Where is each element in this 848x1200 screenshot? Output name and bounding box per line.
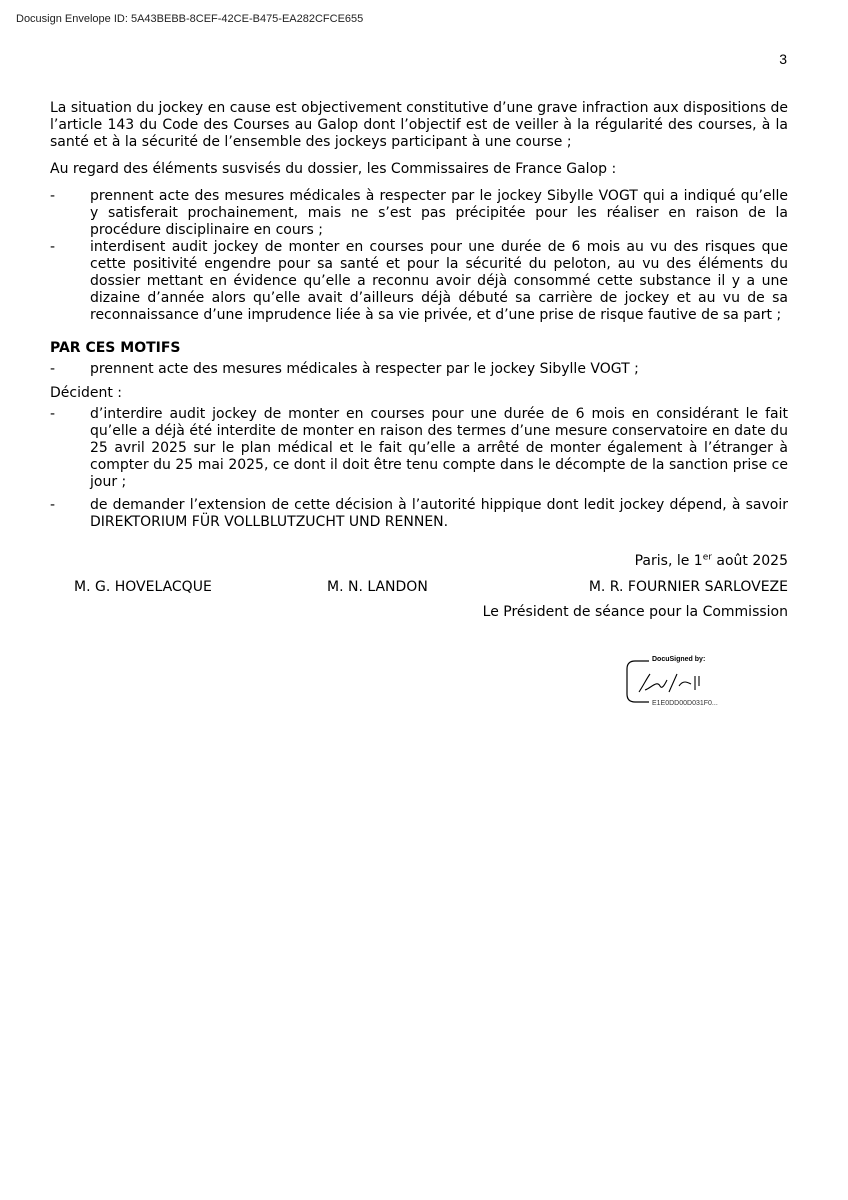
signature-block — [50, 553, 788, 620]
list-item: - interdisent audit jockey de monter en courses pour une durée de 6 mois au vu des risques que cette positivité engendre pour sa santé et pour la sécurité du peloton, au vu des éléments du dossier mettant en évidence qu’elle a reconnu avoir déjà consommé cette substance il y a une dizaine d’année alors qu’elle avait d’ailleurs déjà débuté sa carrière de jockey et au vu de sa reconnaissance d’une imprudence liée à sa vie privée, et d’une prise de risque fautive de sa part ; — [50, 239, 788, 323]
date-line: Paris, le 1er août 2025 — [634, 552, 788, 569]
list-item-text: de demander l’extension de cette décision à l’autorité hippique dont ledit jockey dépend, à savoir DIREKTORIUM FÜR VOLLBLUTZUCHT UND RENNEN. — [90, 497, 788, 530]
list-item: - de demander l’extension de cette décision à l’autorité hippique dont ledit jockey dépend, à savoir DIREKTORIUM FÜR VOLLBLUTZUCHT UND RENNEN. — [50, 497, 788, 530]
list-item-text: prennent acte des mesures médicales à respecter par le jockey Sibylle VOGT qui a indiqué qu’elle y satisferait prochainement, mais ne s’est pas précipitée pour les réaliser en raison de la procédure disciplinaire en cours ; — [90, 188, 788, 238]
docusign-id: E1E0DD00D031F0... — [652, 700, 718, 707]
decident-label: Décident : — [50, 385, 123, 401]
docusign-stamp — [625, 656, 740, 711]
signatories — [50, 579, 788, 601]
paragraph: Au regard des éléments susvisés du dossier, les Commissaires de France Galop : — [50, 161, 617, 177]
list-item-text: prennent acte des mesures médicales à respecter par le jockey Sibylle VOGT ; — [90, 361, 639, 377]
signatory-name: M. R. FOURNIER SARLOVEZE — [588, 579, 788, 595]
paragraph: La situation du jockey en cause est objectivement constitutive d’une grave infraction aux dispositions de l’article 143 du Code des Courses au Galop dont l’objectif est de veiller à la régularité des courses, à la santé et à la sécurité de l’ensemble des jockeys participant à une course ; — [50, 100, 788, 150]
president-line: Le Président de séance pour la Commission — [482, 604, 788, 620]
docusign-label: DocuSigned by: — [652, 656, 706, 663]
page-number: 3 — [779, 51, 787, 67]
list-item: - d’interdire audit jockey de monter en courses pour une durée de 6 mois en considérant le fait qu’elle a déjà été interdite de monter en raison des termes d’une mesure conservatoire en date du 25 avril 2025 sur le plan médical et le fait qu’elle a arrêté de monter également à l’étranger à compter du 25 mai 2025, ce dont il doit être tenu compte dans le décompte de la sanction prise ce jour ; — [50, 406, 788, 490]
envelope-id: Docusign Envelope ID: 5A43BEBB-8CEF-42CE-B475-EA282CFCE655 — [16, 13, 364, 25]
list-item: - prennent acte des mesures médicales à respecter par le jockey Sibylle VOGT ; — [50, 361, 639, 377]
document-body — [50, 100, 788, 531]
list-item-text: d’interdire audit jockey de monter en courses pour une durée de 6 mois en considérant le fait qu’elle a déjà été interdite de monter en raison des termes d’une mesure conservatoire en date du 25 avril 2025 sur le plan médical et le fait qu’elle a arrêté de monter également à l’étranger à compter du 25 mai 2025, ce dont il doit être tenu compte dans le décompte de la sanction prise ce jour ; — [90, 406, 788, 490]
signatory-name: M. G. HOVELACQUE — [74, 579, 212, 595]
signatory-name: M. N. LANDON — [327, 579, 428, 595]
list-item-text: interdisent audit jockey de monter en courses pour une durée de 6 mois au vu des risques que cette positivité engendre pour sa santé et pour la sécurité du peloton, au vu des éléments du dossier mettant en évidence qu’elle a reconnu avoir déjà consommé cette substance il y a une dizaine d’année alors qu’elle avait d’ailleurs déjà débuté sa carrière de jockey et au vu de sa reconnaissance d’une imprudence liée à sa vie privée, et d’une prise de risque fautive de sa part ; — [90, 239, 788, 323]
section-heading: PAR CES MOTIFS — [50, 340, 181, 356]
list-item: - prennent acte des mesures médicales à respecter par le jockey Sibylle VOGT qui a indiqué qu’elle y satisferait prochainement, mais ne s’est pas précipitée pour les réaliser en raison de la procédure disciplinaire en cours ; — [50, 188, 788, 238]
